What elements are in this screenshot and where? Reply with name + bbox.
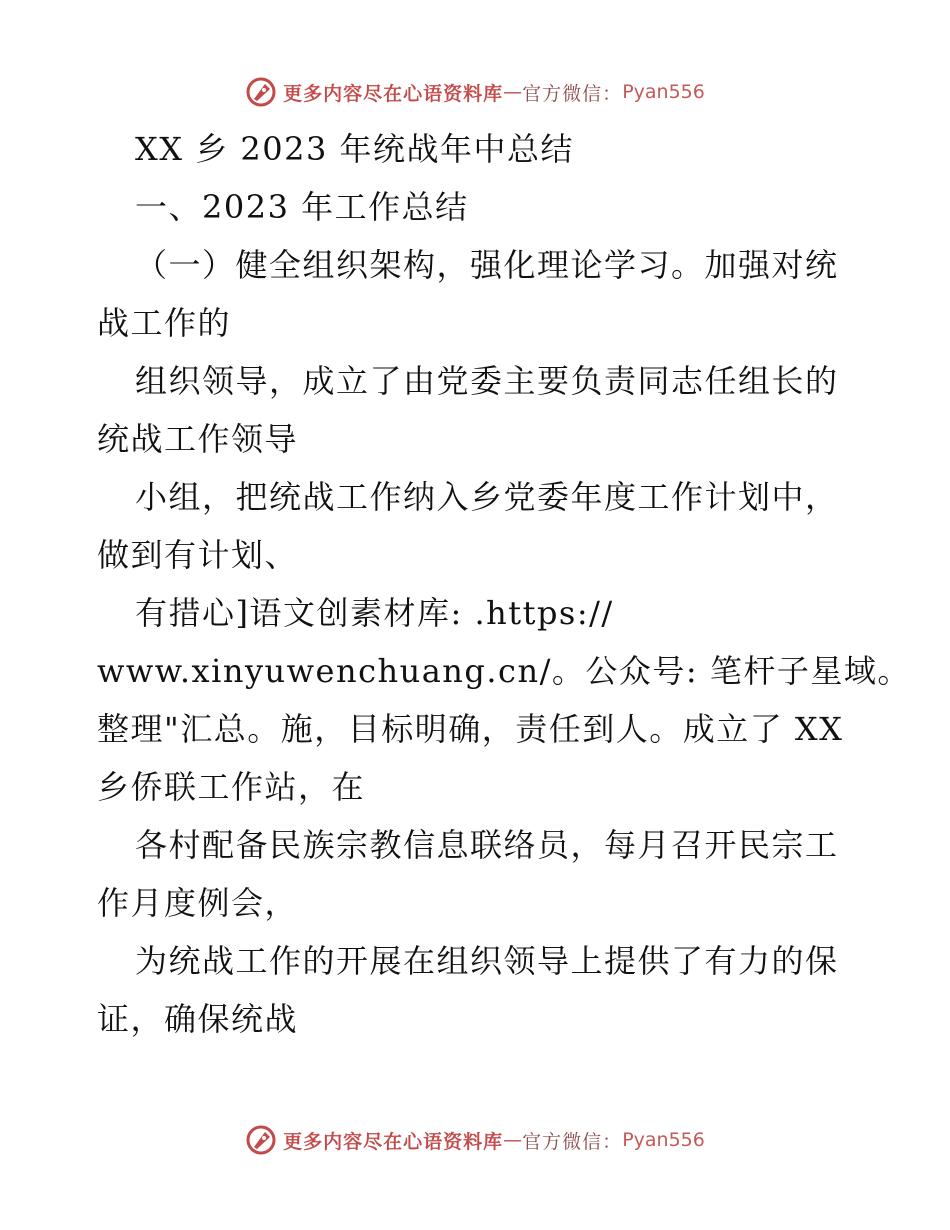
paragraph-line: 为统战工作的开展在组织领导上提供了有力的保 [135, 942, 839, 980]
banner-wechat-id: Pyan556 [622, 81, 705, 103]
paragraph-line: 整理"汇总。施，目标明确，责任到人。成立了 XX [97, 710, 844, 748]
header-watermark-banner [0, 72, 950, 112]
paragraph-line: 作月度例会， [97, 884, 299, 922]
banner-wechat-label: 官方微信： [522, 82, 623, 105]
paragraph-line: 各村配备民族宗教信息联络员，每月召开民宗工 [135, 826, 839, 864]
paragraph-line: 乡侨联工作站，在 [97, 768, 366, 806]
section-heading: 一、2023 年工作总结 [135, 188, 469, 226]
document-title: XX 乡 2023 年统战年中总结 [135, 130, 575, 168]
paragraph-line: 组织领导，成立了由党委主要负责同志任组长的 [135, 362, 839, 400]
banner-main-text: 更多内容尽在心语资料库 [283, 1130, 504, 1153]
banner-wechat-label: 官方微信： [522, 1130, 623, 1153]
paragraph-line: 做到有计划、 [97, 536, 299, 574]
paragraph-line: 证，确保统战 [97, 1000, 299, 1038]
pen-nib-circle-icon [245, 1124, 277, 1156]
pen-nib-circle-icon [245, 76, 277, 108]
document-body [97, 120, 911, 1048]
banner-separator: — [503, 81, 523, 103]
footer-watermark-banner [0, 1120, 950, 1160]
banner-wechat-id: Pyan556 [622, 1129, 705, 1151]
paragraph-line-url: www.xinyuwenchuang.cn/。公众号: 笔杆子星域。 [97, 652, 911, 690]
paragraph-line: （一）健全组织架构，强化理论学习。加强对统 [135, 246, 839, 284]
banner-main-text: 更多内容尽在心语资料库 [283, 82, 504, 105]
paragraph-line: 有措心]语文创素材库: .https:// [135, 594, 614, 632]
banner-separator: — [503, 1129, 523, 1151]
paragraph-line: 统战工作领导 [97, 420, 299, 458]
paragraph-line: 战工作的 [97, 304, 232, 342]
paragraph-line: 小组，把统战工作纳入乡党委年度工作计划中， [135, 478, 839, 516]
